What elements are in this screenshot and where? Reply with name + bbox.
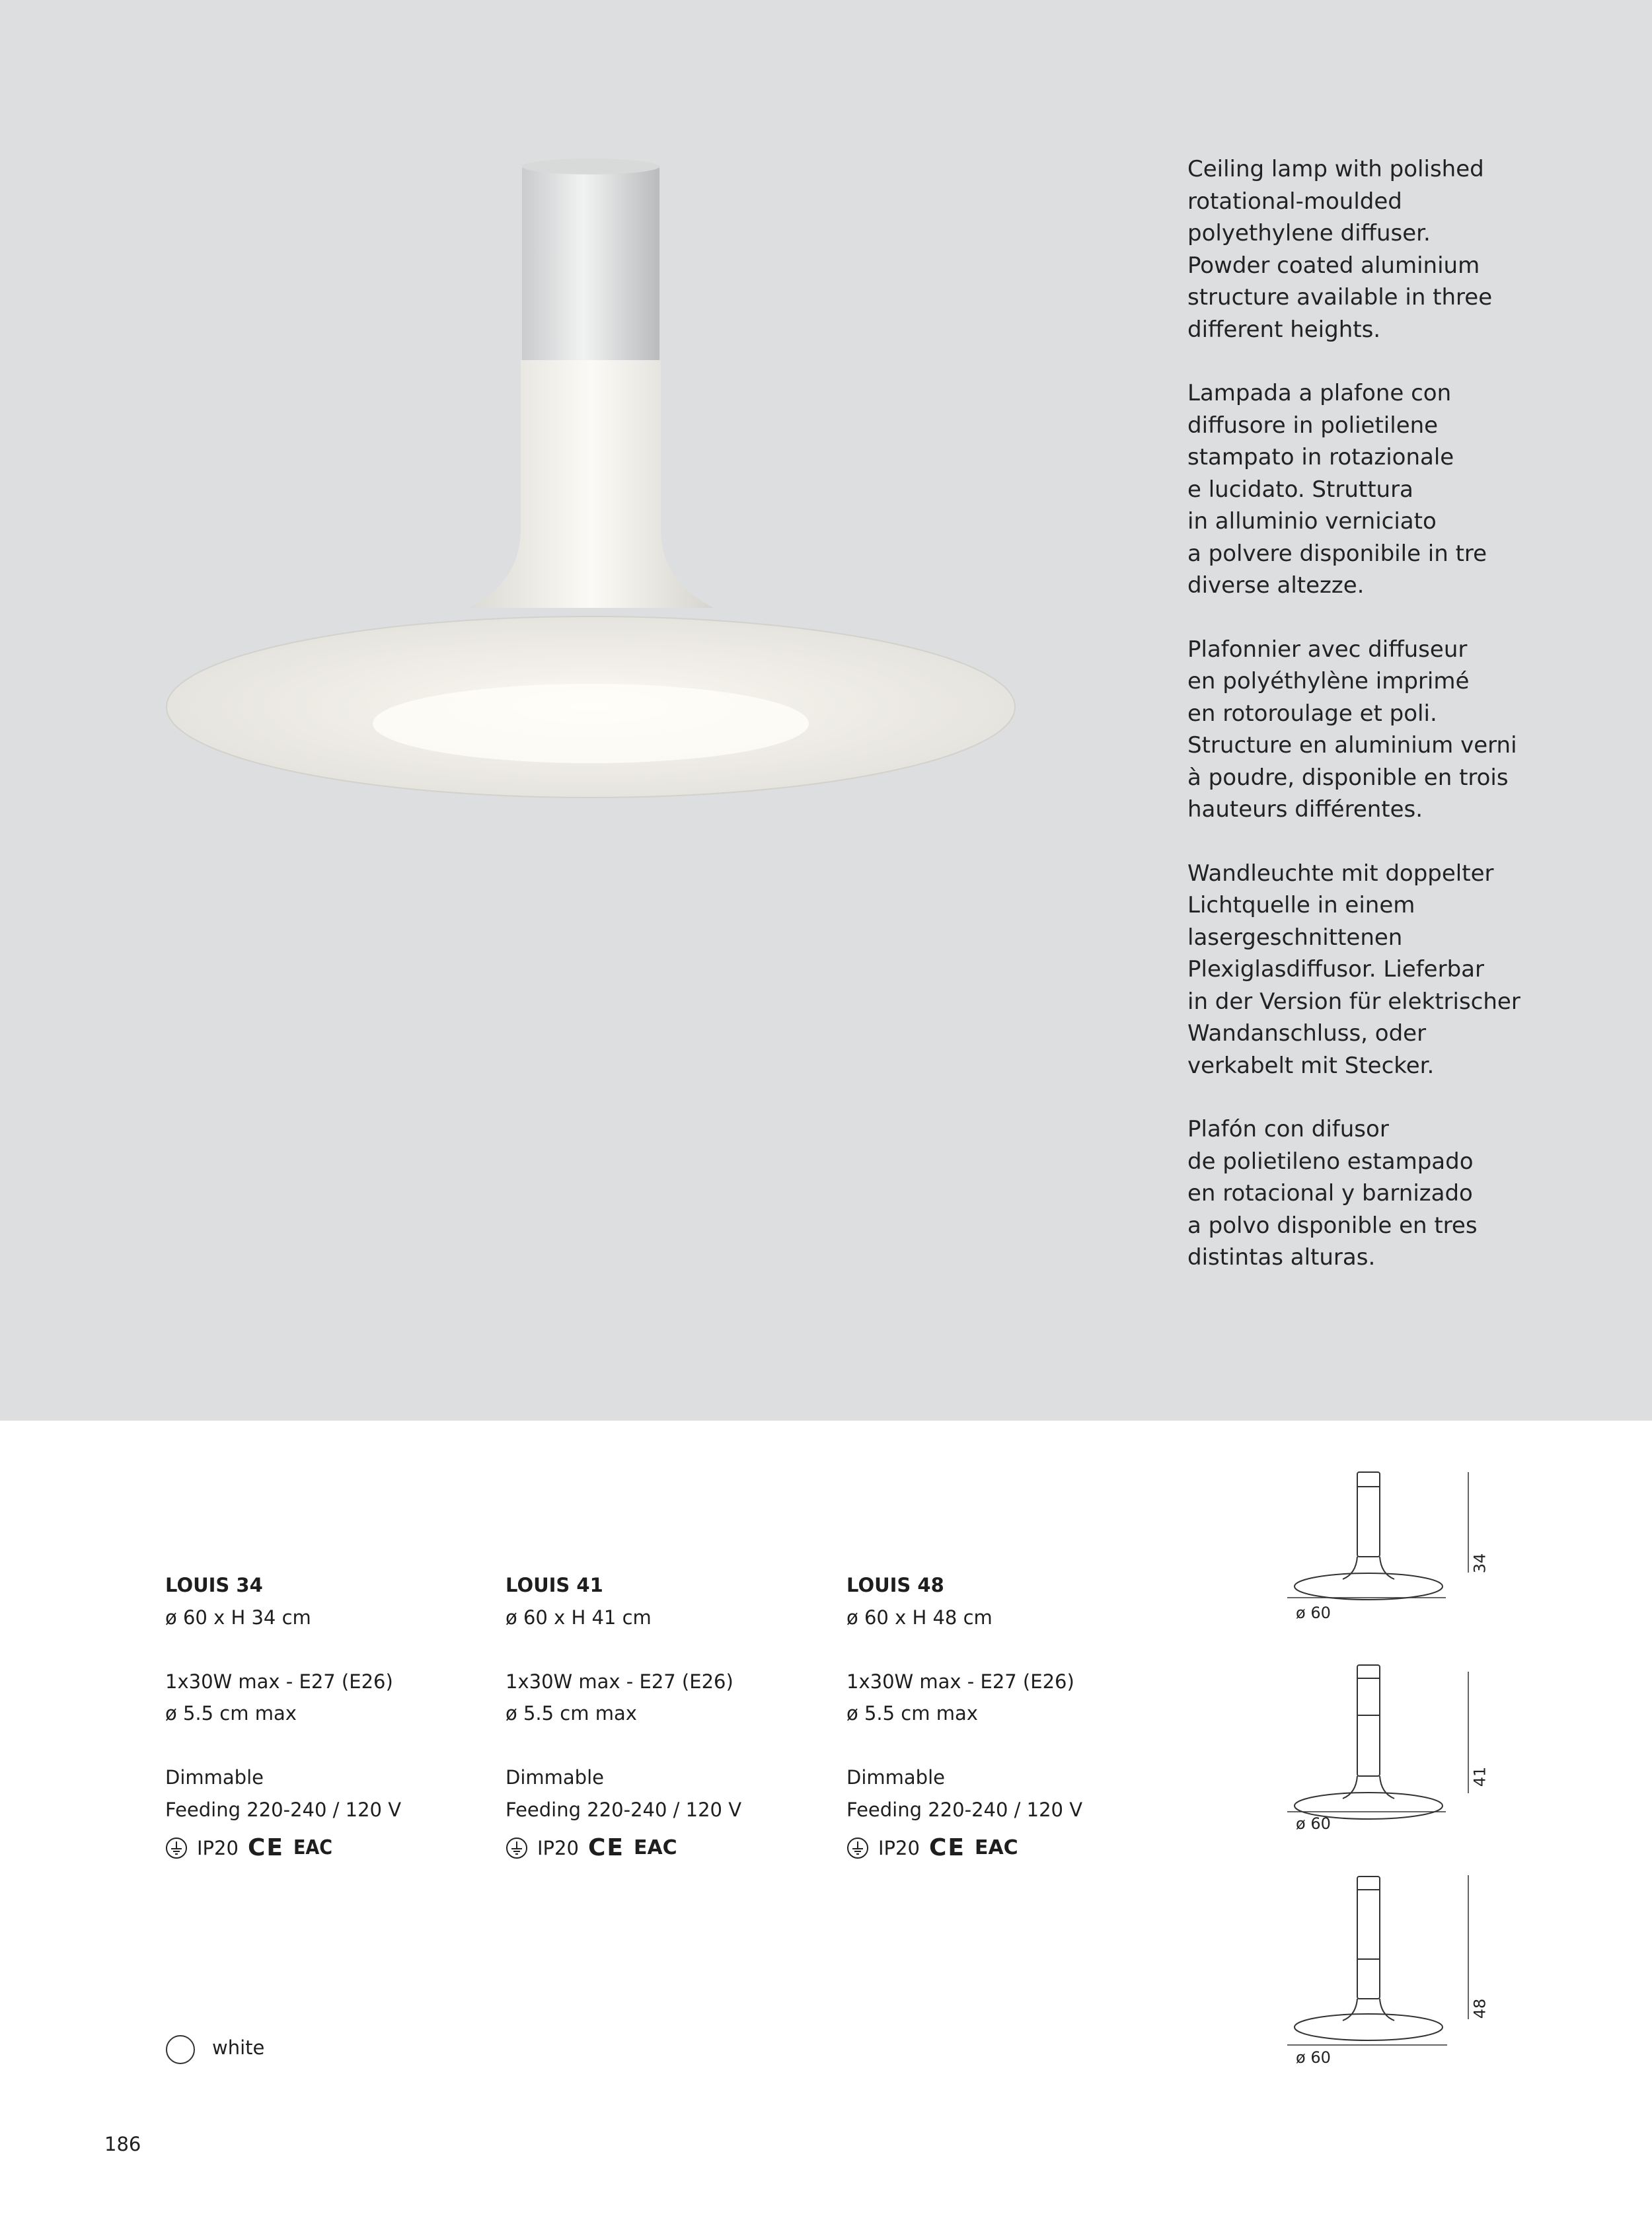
- model-feeding: Feeding 220-240 / 120 V: [165, 1798, 402, 1821]
- diagram-height: 41: [1470, 1766, 1489, 1787]
- spec-louis-48: [846, 1569, 1164, 1865]
- model-name: LOUIS 34: [165, 1574, 263, 1596]
- description-de: Wandleuchte mit doppelter Lichtquelle in einem lasergeschnittenen Plexiglasdiffusor. Lieferbar in der Version für elektrischer Wandanschluss, oder verkabelt mit Stecker.: [1187, 860, 1521, 1079]
- description-es: Plafón con difusor de polietileno estampado en rotacional y barnizado a polvo disponible en tres distintas alturas.: [1187, 1116, 1478, 1271]
- diagram-diameter: ø 60: [1296, 1604, 1331, 1622]
- model-feeding: Feeding 220-240 / 120 V: [506, 1798, 742, 1821]
- model-name: LOUIS 48: [846, 1574, 944, 1596]
- eac-mark: EAC: [633, 1836, 677, 1859]
- model-bulb: ø 5.5 cm max: [165, 1702, 297, 1725]
- finish-swatch-white[interactable]: [166, 2035, 195, 2064]
- model-dimensions: ø 60 x H 48 cm: [846, 1606, 993, 1629]
- ip-rating: IP20: [878, 1837, 920, 1859]
- description-en: Ceiling lamp with polished rotational-moulded polyethylene diffuser. Powder coated aluminium structure available in three different heights.: [1187, 156, 1493, 343]
- ce-mark: CE: [247, 1834, 284, 1861]
- certifications: [165, 1832, 482, 1865]
- model-dimmable: Dimmable: [846, 1766, 945, 1789]
- page-number: 186: [104, 2133, 141, 2155]
- eac-mark: EAC: [974, 1836, 1018, 1859]
- ce-mark: CE: [928, 1834, 965, 1861]
- ip-rating: IP20: [197, 1837, 239, 1859]
- lamp-stem-top: [522, 159, 659, 174]
- model-power: 1x30W max - E27 (E26): [846, 1670, 1074, 1693]
- ground-icon: [846, 1837, 869, 1859]
- product-photo: [159, 159, 1031, 806]
- lamp-diffuser-neck: [469, 360, 714, 608]
- lamp-stem: [522, 165, 659, 363]
- diagram-louis-34: [1282, 1460, 1480, 1678]
- model-bulb: ø 5.5 cm max: [846, 1702, 978, 1725]
- model-name: LOUIS 41: [506, 1574, 603, 1596]
- ip-rating: IP20: [537, 1837, 579, 1859]
- ground-icon: [506, 1837, 528, 1859]
- ground-icon: [165, 1837, 188, 1859]
- diagram-louis-41: [1282, 1658, 1480, 1877]
- lamp-light-glow: [373, 684, 809, 763]
- model-power: 1x30W max - E27 (E26): [165, 1670, 393, 1693]
- diagram-height: 48: [1470, 1998, 1489, 2019]
- diagram-diameter: ø 60: [1296, 2048, 1331, 2067]
- ce-mark: CE: [587, 1834, 624, 1861]
- model-power: 1x30W max - E27 (E26): [506, 1670, 733, 1693]
- product-description: [1187, 153, 1610, 1306]
- model-dimmable: Dimmable: [165, 1766, 264, 1789]
- spec-louis-34: [165, 1569, 482, 1865]
- eac-mark: EAC: [293, 1836, 333, 1859]
- spec-louis-41: [506, 1569, 823, 1865]
- model-feeding: Feeding 220-240 / 120 V: [846, 1798, 1083, 1821]
- certifications: [506, 1832, 823, 1865]
- description-it: Lampada a plafone con diffusore in polietilene stampato in rotazionale e lucidato. Struttura in alluminio verniciato a polvere disponibile in tre diverse altezze.: [1187, 380, 1487, 599]
- finish-label: white: [212, 2036, 265, 2059]
- model-dimmable: Dimmable: [506, 1766, 604, 1789]
- model-dimensions: ø 60 x H 34 cm: [165, 1606, 311, 1629]
- diagram-diameter: ø 60: [1296, 1814, 1331, 1833]
- model-dimensions: ø 60 x H 41 cm: [506, 1606, 652, 1629]
- description-fr: Plafonnier avec diffuseur en polyéthylène imprimé en rotoroulage et poli. Structure en aluminium verni à poudre, disponible en trois hauteurs différentes.: [1187, 636, 1517, 823]
- certifications: [846, 1832, 1164, 1865]
- model-bulb: ø 5.5 cm max: [506, 1702, 637, 1725]
- diagram-height: 34: [1470, 1553, 1489, 1574]
